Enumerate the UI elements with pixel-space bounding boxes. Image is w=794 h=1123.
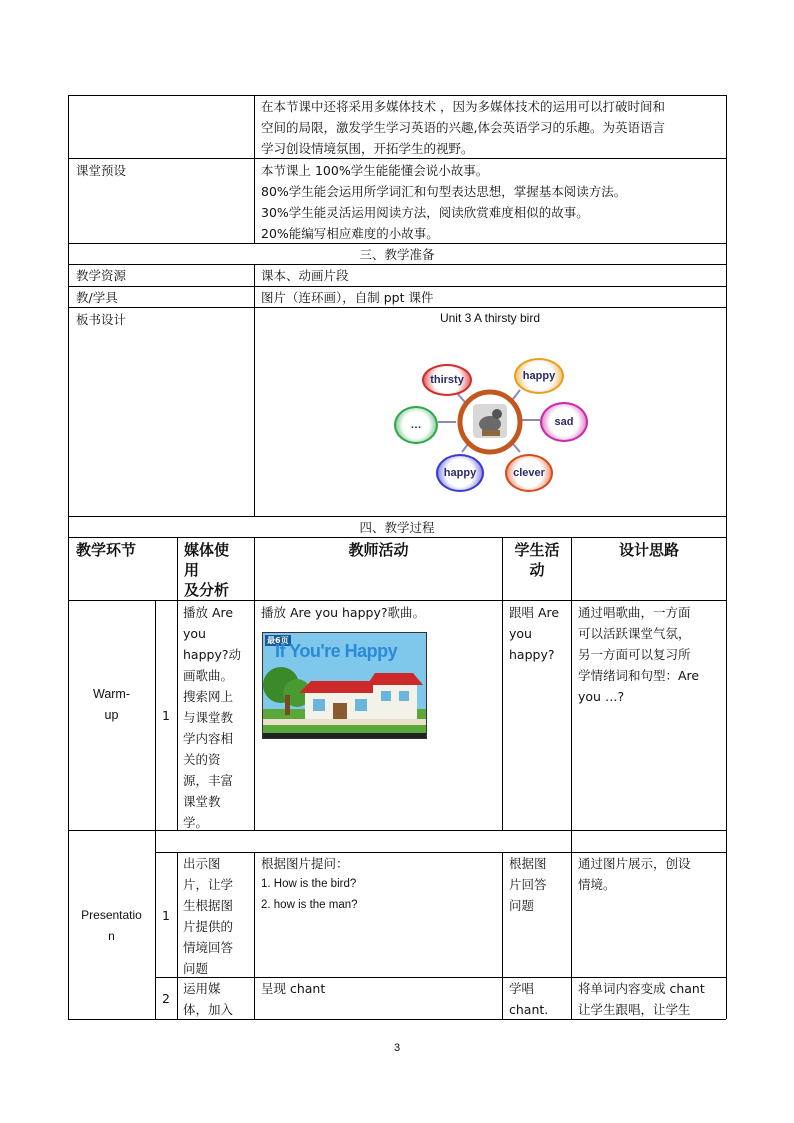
text-line: Warm-: [92, 687, 131, 701]
text-line: happy?: [509, 647, 555, 662]
tools-value: 图片（连环画），自制 ppt 课件: [261, 290, 434, 305]
student-text: [509, 978, 548, 1020]
intro-text: [261, 96, 723, 159]
text-line: 根据图片提问：: [261, 856, 349, 871]
mindmap-node: [514, 358, 564, 394]
text-line: 学习创设情境氛围，开拓学生的视野。: [261, 141, 474, 156]
rule: [68, 830, 726, 831]
text-line: 让学生跟唱，让学生: [578, 1002, 691, 1017]
node-label: sad: [554, 416, 574, 428]
header-student: [503, 540, 571, 580]
student-text: [509, 602, 559, 665]
mindmap-node: [540, 402, 588, 442]
text-line: 空间的局限，激发学生学习英语的兴趣,体会英语学习的乐趣。为英语语言: [261, 120, 665, 135]
rule: [177, 537, 178, 601]
text-line: 片提供的: [183, 919, 234, 934]
teacher-text: 呈现 chant: [261, 981, 326, 996]
node-label: thirsty: [430, 374, 464, 386]
section-title: 四、教学过程: [359, 520, 435, 535]
text-line: 运用媒: [183, 981, 221, 996]
text-line: 用: [184, 561, 200, 579]
text-line: 媒体使: [184, 541, 230, 559]
text-line: 通过图片展示，创设: [578, 856, 691, 871]
text-line: 本节课上 100%学生能能懂会说小故事。: [261, 163, 489, 178]
row-number: 2: [162, 991, 170, 1006]
board-label: 板书设计: [76, 312, 127, 327]
text-line: 2. how is the man?: [261, 899, 358, 911]
mindmap-node: [422, 364, 472, 396]
text-line: 在本节课中还将采用多媒体技术 ，因为多媒体技术的运用可以打破时间和: [261, 99, 665, 114]
header-design: 设计思路: [618, 541, 679, 559]
node-label: happy: [443, 467, 477, 479]
text-line: 根据图: [509, 856, 547, 871]
rule: [254, 95, 255, 243]
media-text: [183, 853, 253, 979]
text-line: 及分析: [184, 581, 230, 599]
text-line: 出示图: [183, 856, 221, 871]
rule: [726, 95, 727, 537]
text-line: 通过唱歌曲，一方面: [578, 605, 691, 620]
text-line: 课堂教: [183, 794, 221, 809]
rule: [68, 95, 69, 537]
design-text: [578, 602, 724, 707]
text-line: you: [509, 626, 532, 641]
text-line: 与课堂教: [183, 710, 234, 725]
text-line: 学。: [183, 815, 209, 830]
text-line: 画歌曲。: [183, 668, 234, 683]
text-line: 问题: [509, 898, 535, 913]
rule: [254, 537, 255, 831]
tools-label: 教/学具: [76, 290, 118, 305]
text-line: 可以活跃课堂气氛，: [578, 626, 691, 641]
rule: [254, 264, 255, 516]
student-text: [509, 853, 547, 916]
teacher-text: [261, 853, 501, 916]
text-line: 播放 Are: [183, 605, 234, 620]
stage-presentation: [68, 905, 155, 947]
text-line: n: [108, 929, 115, 943]
section-title: 三、教学准备: [359, 247, 435, 262]
video-title: If You're Happy: [275, 641, 398, 661]
preset-text: [261, 160, 723, 244]
text-line: 30%学生能灵活运用阅读方法，阅读欣赏难度相似的故事。: [261, 205, 589, 220]
row-number: 1: [162, 908, 170, 923]
text-line: Presentatio: [81, 908, 142, 922]
text-line: 学内容相: [183, 731, 234, 746]
header-stage: 教学环节: [76, 541, 137, 559]
mindmap-node: [505, 454, 553, 492]
board-mindmap: [380, 352, 600, 497]
node-label: …: [410, 419, 422, 431]
text-line: 动: [529, 561, 545, 579]
text-line: chant.: [509, 1002, 549, 1017]
video-thumbnail[interactable]: [262, 632, 427, 739]
rule: [177, 600, 178, 831]
text-line: up: [104, 708, 119, 722]
teacher-text: 播放 Are you happy?歌曲。: [261, 605, 425, 620]
text-line: 80%学生能会运用所学词汇和句型表达思想，掌握基本阅读方法。: [261, 184, 627, 199]
text-line: 学生活: [514, 541, 560, 559]
text-line: 体，加入: [183, 1002, 234, 1017]
stage-warmup: [68, 684, 155, 726]
text-line: 关的资: [183, 752, 221, 767]
board-title: Unit 3 A thirsty bird: [439, 311, 541, 325]
rule: [155, 600, 156, 1019]
text-line: 生根据图: [183, 898, 234, 913]
text-line: 情境回答: [183, 940, 234, 955]
mindmap-node: [394, 406, 438, 444]
text-line: you: [183, 626, 206, 641]
text-line: you …?: [578, 689, 625, 704]
page-number: 3: [393, 1042, 401, 1054]
text-line: 片，让学: [183, 877, 234, 892]
video-badge: 最6页: [267, 636, 289, 645]
media-text: [183, 978, 253, 1020]
header-media: [184, 540, 229, 600]
text-line: 片回答: [509, 877, 547, 892]
text-line: 20%能编写相应难度的小故事。: [261, 226, 439, 241]
rule: [68, 600, 726, 601]
design-text: [578, 978, 724, 1020]
text-line: 将单词内容变成 chant: [578, 981, 705, 996]
text-line: 跟唱 Are: [509, 605, 560, 620]
resources-value: 课本、动画片段: [261, 268, 349, 283]
text-line: 源，丰富: [183, 773, 234, 788]
text-line: 情境。: [578, 877, 616, 892]
mindmap-node: [436, 454, 484, 492]
design-text: [578, 853, 724, 895]
rule: [726, 537, 727, 1019]
preset-label: 课堂预设: [76, 163, 127, 178]
text-line: 学唱: [509, 981, 535, 996]
row-number: 1: [162, 708, 170, 723]
resources-label: 教学资源: [76, 268, 127, 283]
text-line: 1. How is the bird?: [261, 878, 357, 890]
media-text: [183, 602, 253, 833]
text-line: 学情绪词和句型：Are: [578, 668, 700, 683]
text-line: 问题: [183, 961, 209, 976]
node-label: happy: [522, 370, 556, 382]
text-line: happy?动: [183, 647, 241, 662]
rule: [254, 852, 255, 1019]
rule: [571, 537, 572, 1019]
header-teacher: 教师活动: [348, 541, 409, 559]
text-line: 搜索网上: [183, 689, 234, 704]
text-line: 另一方面可以复习所: [578, 647, 691, 662]
rule: [502, 852, 503, 1019]
rule: [177, 852, 178, 1019]
node-label: clever: [513, 467, 545, 479]
rule: [502, 537, 503, 831]
